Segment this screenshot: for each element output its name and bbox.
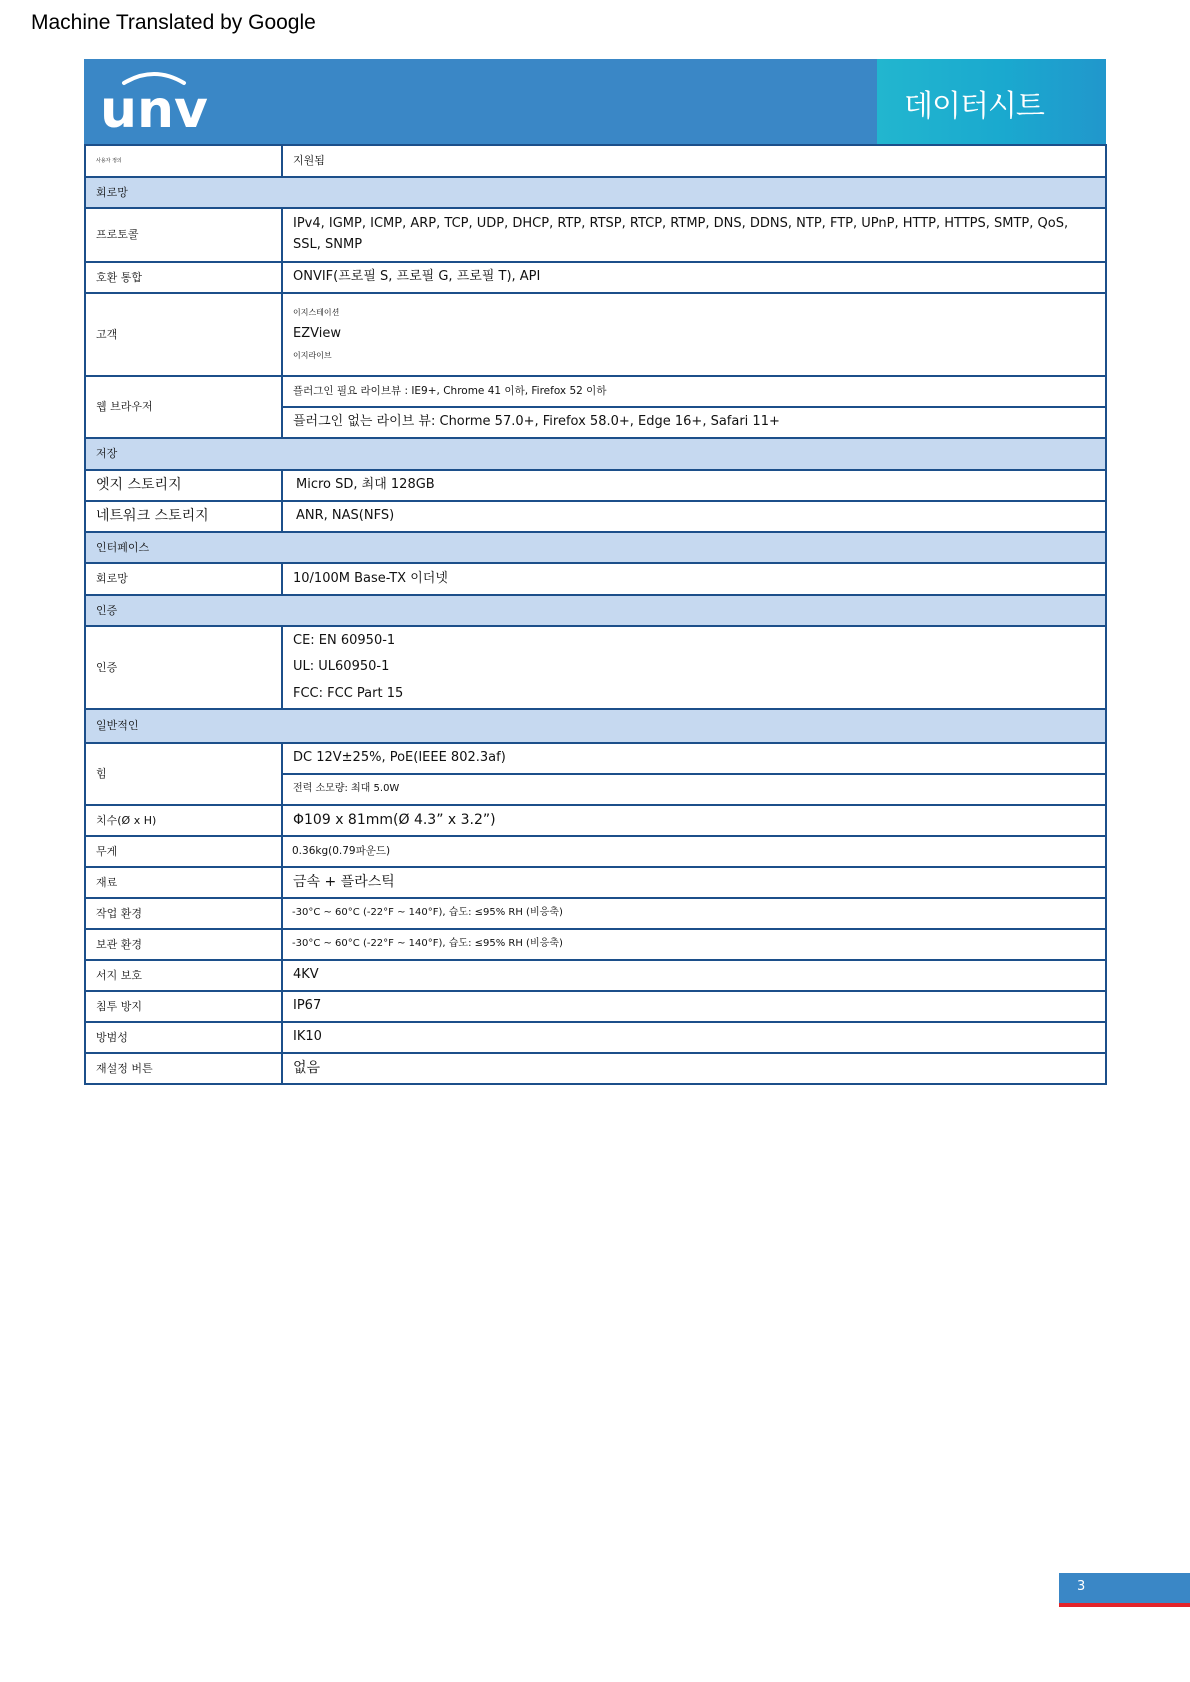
datasheet-title: 데이터시트	[904, 89, 1044, 124]
table-row	[85, 293, 1106, 376]
row-value: IPv4, IGMP, ICMP, ARP, TCP, UDP, DHCP, RTP, RTSP, RTCP, RTMP, DNS, DDNS, NTP, FTP, UPnP, HTTP, HTTPS, SMTP, QoS, SSL, SNMP	[282, 208, 1106, 262]
row-value: -30°C ~ 60°C (-22°F ~ 140°F), 습도: ≤95% RH (비응축)	[282, 929, 1106, 960]
table-row	[85, 743, 1106, 774]
table-row	[85, 991, 1106, 1022]
client-item: 이지스테이션	[293, 308, 340, 318]
section-header	[85, 438, 1106, 470]
row-label: 엣지 스토리지	[85, 470, 282, 501]
cert-item: UL: UL60950-1	[293, 659, 390, 675]
section-title: 저장	[85, 438, 1106, 470]
row-value: 전력 소모량: 최대 5.0W	[282, 774, 1106, 805]
page-number-badge	[1059, 1573, 1190, 1603]
cert-item: CE: EN 60950-1	[293, 633, 396, 649]
row-value: 플러그인 없는 라이브 뷰: Chorme 57.0+, Firefox 58.0+, Edge 16+, Safari 11+	[282, 407, 1106, 438]
row-value: Micro SD, 최대 128GB	[282, 470, 1106, 501]
row-label: 고객	[85, 293, 282, 376]
row-label: 웹 브라우저	[85, 376, 282, 438]
row-value: 4KV	[282, 960, 1106, 991]
row-value: 없음	[282, 1053, 1106, 1084]
svg-text:unv: unv	[100, 80, 208, 133]
client-item: 이지라이브	[293, 350, 332, 360]
row-label: 네트워크 스토리지	[85, 501, 282, 532]
row-value: IK10	[282, 1022, 1106, 1053]
table-row	[85, 805, 1106, 836]
row-value: 0.36kg(0.79파운드)	[282, 836, 1106, 867]
row-label: 인증	[85, 626, 282, 709]
row-value: IP67	[282, 991, 1106, 1022]
row-value: 금속 + 플라스틱	[282, 867, 1106, 898]
row-label: 재료	[85, 867, 282, 898]
row-label: 힘	[85, 743, 282, 805]
machine-translation-note: Machine Translated by Google	[31, 11, 316, 34]
row-value	[282, 293, 1106, 376]
row-value: 플러그인 필요 라이브뷰 : IE9+, Chrome 41 이하, Firefox 52 이하	[282, 376, 1106, 407]
spec-table	[84, 144, 1107, 1085]
row-label: 보관 환경	[85, 929, 282, 960]
table-row	[85, 470, 1106, 501]
section-header	[85, 709, 1106, 743]
section-header	[85, 177, 1106, 208]
table-row	[85, 898, 1106, 929]
table-row	[85, 145, 1106, 177]
table-row	[85, 1022, 1106, 1053]
table-row	[85, 208, 1106, 262]
table-row	[85, 1053, 1106, 1084]
page-footer-line	[1059, 1603, 1190, 1607]
row-label: 치수(Ø x H)	[85, 805, 282, 836]
row-label: 프로토콜	[85, 208, 282, 262]
section-header	[85, 532, 1106, 563]
client-item: EZView	[293, 326, 341, 342]
table-row	[85, 960, 1106, 991]
table-row	[85, 563, 1106, 595]
cert-item: FCC: FCC Part 15	[293, 685, 404, 701]
row-label: 무게	[85, 836, 282, 867]
table-row	[85, 867, 1106, 898]
datasheet-badge	[877, 59, 1106, 144]
page-number: 3	[1077, 1579, 1086, 1594]
row-label: 호환 통합	[85, 262, 282, 293]
table-row	[85, 626, 1106, 709]
table-row	[85, 929, 1106, 960]
row-value: Φ109 x 81mm(Ø 4.3” x 3.2”)	[282, 805, 1106, 836]
section-title: 인터페이스	[85, 532, 1106, 563]
row-value: DC 12V±25%, PoE(IEEE 802.3af)	[282, 743, 1106, 774]
row-value: 10/100M Base-TX 이더넷	[282, 563, 1106, 595]
row-label: 침투 방지	[85, 991, 282, 1022]
row-label: 회로망	[85, 563, 282, 595]
row-label: 서지 보호	[85, 960, 282, 991]
row-label: 방범성	[85, 1022, 282, 1053]
row-value: -30°C ~ 60°C (-22°F ~ 140°F), 습도: ≤95% RH (비응축)	[282, 898, 1106, 929]
row-label: 사용자 정의	[85, 145, 282, 177]
row-value: ONVIF(프로필 S, 프로필 G, 프로필 T), API	[282, 262, 1106, 293]
table-row	[85, 376, 1106, 407]
table-row	[85, 262, 1106, 293]
table-row	[85, 836, 1106, 867]
table-row	[85, 501, 1106, 532]
row-value	[282, 626, 1106, 709]
row-value: ANR, NAS(NFS)	[282, 501, 1106, 532]
section-header	[85, 595, 1106, 626]
row-label: 작업 환경	[85, 898, 282, 929]
section-title: 일반적인	[85, 709, 1106, 743]
row-label: 재설정 버튼	[85, 1053, 282, 1084]
section-title: 회로망	[85, 177, 1106, 208]
header-banner	[84, 59, 1106, 144]
section-title: 인증	[85, 595, 1106, 626]
row-value: 지원됨	[282, 145, 1106, 177]
unv-logo-icon	[98, 69, 210, 133]
